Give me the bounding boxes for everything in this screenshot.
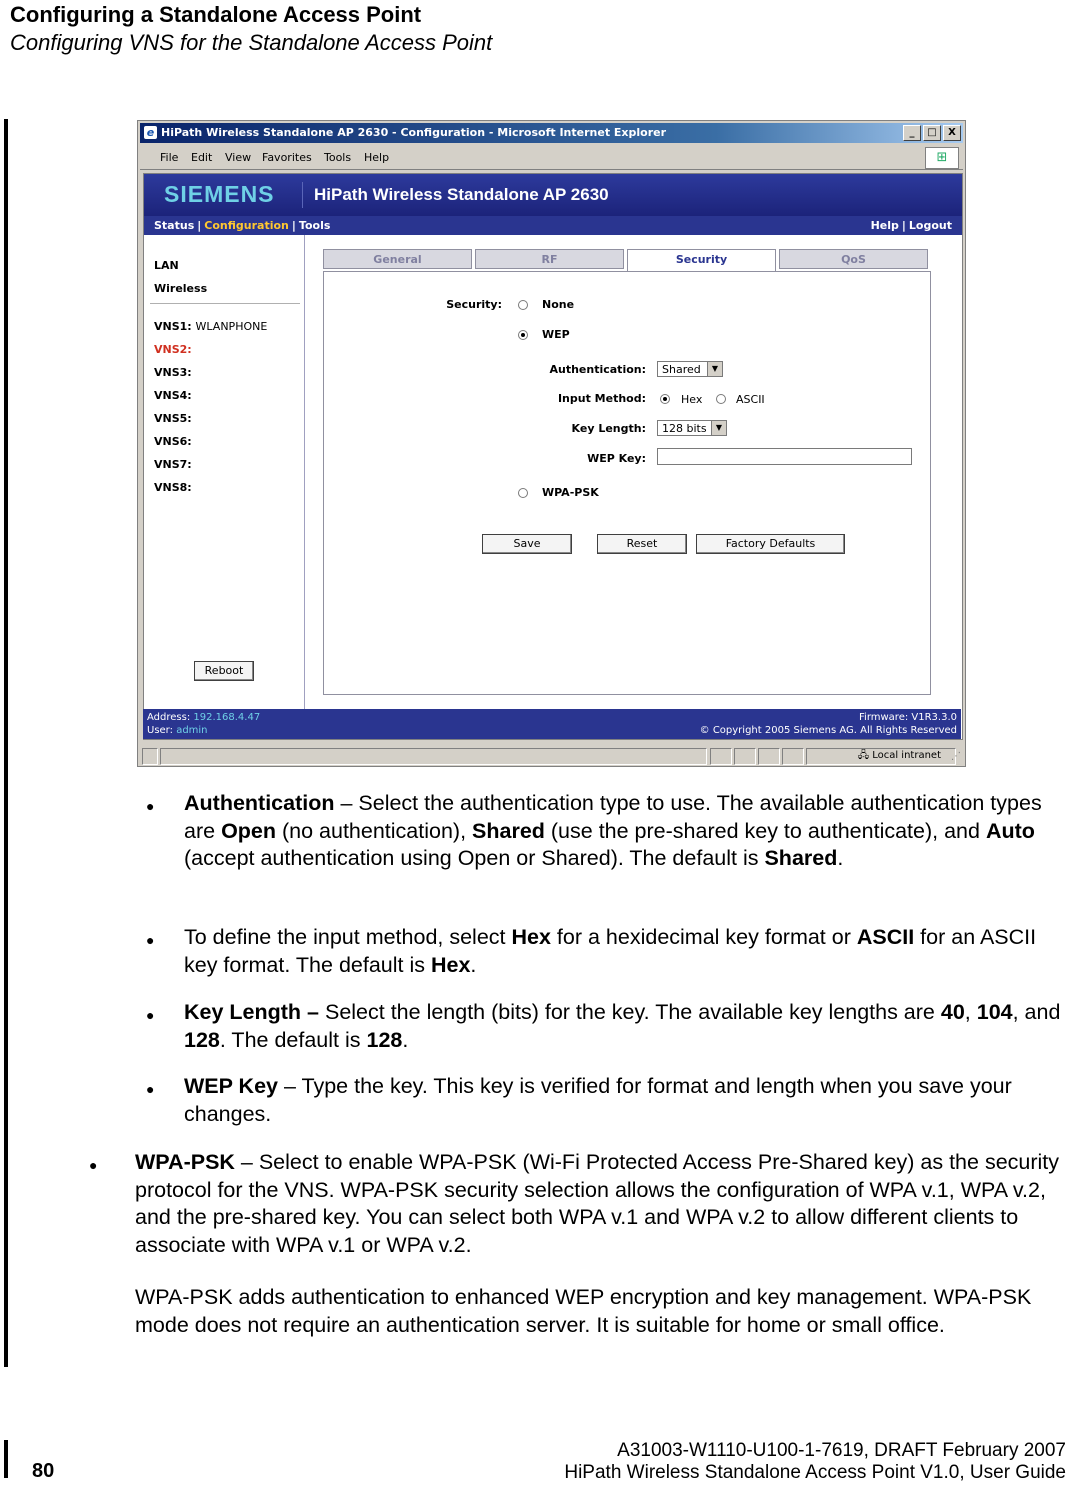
key-length-label: Key Length:	[571, 422, 646, 435]
radio-hex-label: Hex	[681, 393, 703, 406]
authentication-description: Authentication – Select the authentication type to use. The available authentication types are Open (no authentication), Shared (use the pre-shared key to authenticate), and Auto (accept authentication using Open or Shared). The default is Shared.	[184, 791, 1042, 870]
page-icon	[142, 748, 158, 765]
menu-file[interactable]: File	[160, 151, 179, 164]
ie-status-bar	[140, 747, 963, 765]
nav-logout[interactable]: Logout	[908, 219, 952, 232]
tab-security[interactable]: Security	[627, 249, 776, 272]
sidebar-item-lan[interactable]: LAN	[154, 259, 179, 272]
window-titlebar	[140, 123, 963, 143]
web-page	[143, 173, 963, 740]
status-pane	[734, 748, 756, 765]
radio-none[interactable]	[518, 300, 528, 310]
factory-defaults-button[interactable]: Factory Defaults	[696, 534, 845, 554]
radio-wep[interactable]	[518, 330, 528, 340]
key-length-select[interactable]: 128 bits ▼	[657, 420, 727, 436]
tab-general[interactable]: General	[323, 249, 472, 269]
status-pane	[782, 748, 804, 765]
menu-favorites[interactable]: Favorites	[262, 151, 312, 164]
ie-icon: e	[144, 126, 157, 139]
nav-help[interactable]: Help	[870, 219, 899, 232]
nav-tools[interactable]: Tools	[298, 219, 331, 232]
zone-label: 🖧 Local intranet	[857, 750, 941, 761]
menu-help[interactable]: Help	[364, 151, 390, 164]
save-button[interactable]: Save	[482, 534, 572, 554]
close-button[interactable]: X	[943, 125, 961, 141]
maximize-button[interactable]: □	[923, 125, 941, 141]
menu-edit[interactable]: Edit	[191, 151, 213, 164]
input-method-description: To define the input method, select Hex for a hexidecimal key format or ASCII for an ASCII key format. The default is Hex.	[184, 925, 1037, 977]
siemens-logo: SIEMENS	[164, 181, 275, 207]
section-subtitle: Configuring VNS for the Standalone Access Point	[10, 30, 493, 55]
sidebar-item-vns2[interactable]: VNS2:	[154, 343, 192, 356]
status-pane	[758, 748, 780, 765]
security-label: Security:	[446, 298, 502, 311]
wpa-psk-description: WPA-PSK – Select to enable WPA-PSK (Wi-Fi Protected Access Pre-Shared key) as the security protocol for the VNS. WPA-PSK security selection allows the configuration of WPA v.1, WPA v.2, and the pre-shared key. You can select both WPA v.1 and WPA v.2 to allow different clients to associate with WPA v.1 or WPA v.2.	[135, 1150, 1060, 1257]
bullet-icon: ●	[146, 1007, 155, 1023]
wep-key-description: WEP Key – Type the key. This key is verified for format and length when you save your changes.	[184, 1074, 1012, 1126]
page-status-bar	[143, 709, 961, 739]
sidebar-item-vns1[interactable]: VNS1: WLANPHONE	[154, 320, 268, 333]
radio-ascii[interactable]	[716, 394, 726, 404]
firmware-info: Firmware: V1R3.3.0	[859, 712, 957, 723]
radio-ascii-label: ASCII	[736, 393, 765, 406]
banner	[144, 174, 962, 216]
key-length-description: Key Length – Select the length (bits) for the key. The available key lengths are 40, 104, and 128. The default is 128.	[184, 1000, 1061, 1052]
bullet-icon: ●	[146, 798, 155, 814]
sidebar-item-vns7[interactable]: VNS7:	[154, 458, 192, 471]
menu-bar	[140, 145, 963, 170]
sidebar-item-wireless[interactable]: Wireless	[154, 282, 208, 295]
window-title: HiPath Wireless Standalone AP 2630 - Configuration - Microsoft Internet Explorer	[161, 126, 667, 139]
sidebar-item-vns4[interactable]: VNS4:	[154, 389, 192, 402]
nav-configuration[interactable]: Configuration	[204, 219, 289, 232]
browser-window	[137, 120, 966, 767]
status-pane	[160, 748, 707, 765]
bullet-icon: ●	[89, 1157, 98, 1173]
chapter-title: Configuring a Standalone Access Point	[10, 2, 422, 27]
guide-title: HiPath Wireless Standalone Access Point V1.0, User Guide	[564, 1462, 1066, 1483]
banner-divider	[302, 182, 303, 208]
radio-wpa-psk[interactable]	[518, 488, 528, 498]
reset-button[interactable]: Reset	[597, 534, 687, 554]
nav-bar: Status | Configuration | Tools Help | Logout	[144, 216, 962, 235]
sidebar	[144, 235, 305, 709]
sidebar-item-vns5[interactable]: VNS5:	[154, 412, 192, 425]
bullet-icon: ●	[146, 1081, 155, 1097]
authentication-label: Authentication:	[549, 363, 646, 376]
product-title: HiPath Wireless Standalone AP 2630	[314, 185, 609, 204]
footer-bar	[4, 1440, 8, 1478]
authentication-select[interactable]: Shared ▼	[657, 361, 723, 377]
sidebar-item-vns8[interactable]: VNS8:	[154, 481, 192, 494]
user-info: User: admin	[147, 725, 208, 736]
sidebar-item-vns3[interactable]: VNS3:	[154, 366, 192, 379]
status-pane	[710, 748, 732, 765]
wep-key-label: WEP Key:	[587, 452, 646, 465]
nav-status[interactable]: Status	[154, 219, 195, 232]
document-id: A31003-W1110-U100-1-7619, DRAFT February 2007	[617, 1440, 1066, 1461]
radio-wpa-psk-label: WPA-PSK	[542, 486, 599, 499]
bullet-icon: ●	[146, 932, 155, 948]
minimize-button[interactable]: _	[903, 125, 921, 141]
sidebar-divider	[150, 303, 300, 304]
address-info: Address: 192.168.4.47	[147, 712, 261, 723]
windows-logo-icon: ⊞	[925, 147, 959, 169]
tab-qos[interactable]: QoS	[779, 249, 928, 269]
dropdown-arrow-icon: ▼	[707, 362, 722, 376]
menu-view[interactable]: View	[225, 151, 252, 164]
wep-key-input[interactable]	[657, 448, 912, 465]
input-method-label: Input Method:	[557, 392, 646, 405]
menu-tools[interactable]: Tools	[324, 151, 352, 164]
radio-wep-label: WEP	[542, 328, 570, 341]
tab-rf[interactable]: RF	[475, 249, 624, 269]
sidebar-item-vns6[interactable]: VNS6:	[154, 435, 192, 448]
radio-none-label: None	[542, 298, 575, 311]
change-bar	[4, 119, 8, 1367]
page-number: 80	[32, 1460, 55, 1482]
resize-grip-icon[interactable]: ⋰	[951, 751, 961, 762]
reboot-button[interactable]: Reboot	[194, 661, 254, 681]
radio-hex[interactable]	[660, 394, 670, 404]
tab-strip	[323, 249, 930, 271]
wpa-psk-paragraph: WPA-PSK adds authentication to enhanced WEP encryption and key management. WPA-PSK mode does not require an authentication server. It is suitable for home or small office.	[135, 1285, 1032, 1337]
security-panel	[323, 271, 931, 695]
dropdown-arrow-icon: ▼	[711, 421, 726, 435]
copyright-info: © Copyright 2005 Siemens AG. All Rights Reserved	[699, 725, 957, 736]
